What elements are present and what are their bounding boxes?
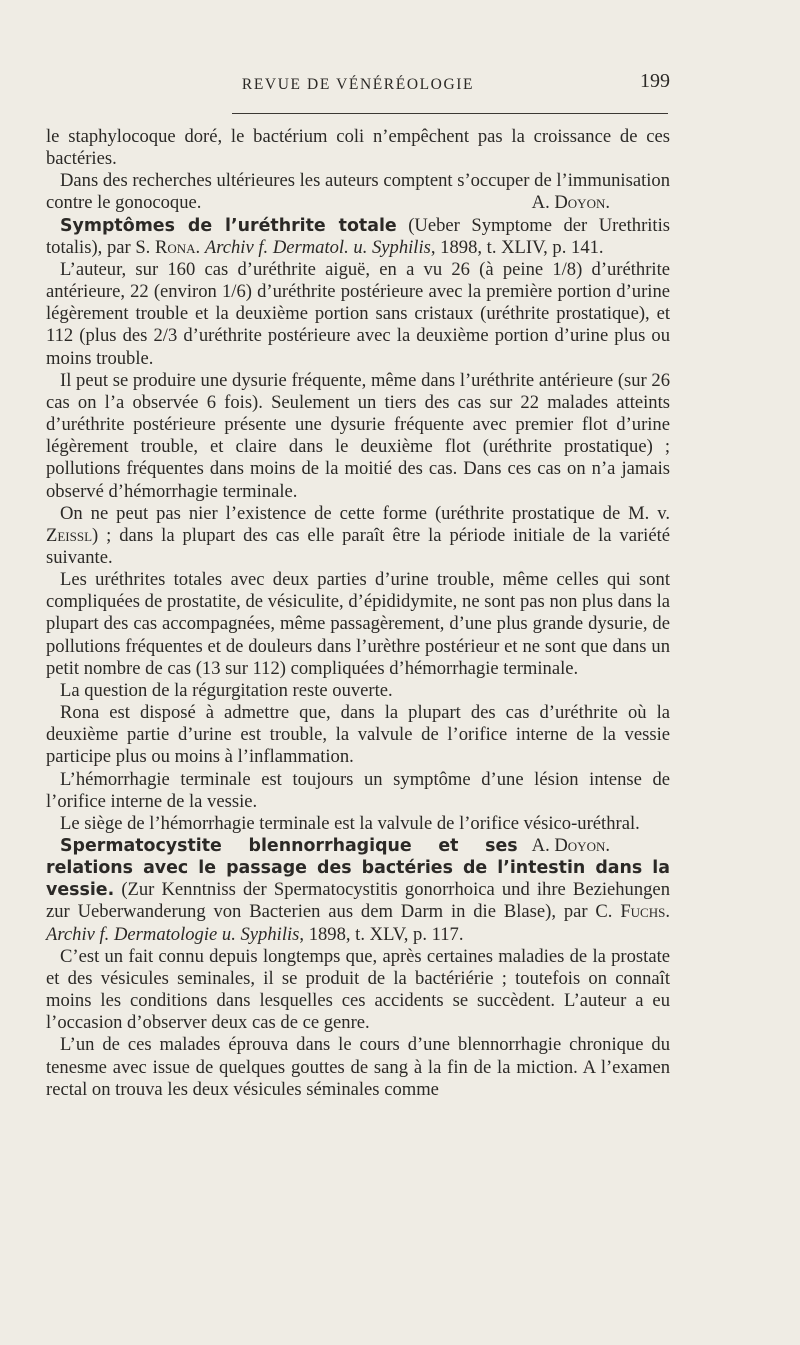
- article-author-2: Fuchs: [620, 901, 666, 923]
- article-ref-1a: (Ueber Symptome der Urethritis totalis), par S.: [46, 214, 670, 258]
- body-text: [46, 126, 670, 1101]
- paragraph-5: [46, 503, 670, 569]
- paragraph-11: C’est un fait connu depuis longtemps que, après certaines maladies de la prostate et des vésicules seminales, il se produit de la bactériérie ; toutefois on connaît moins les conditions dans lesquelles ces accidents se succèdent. L’auteur a eu l’occasion d’observer deux cas de ce genre.: [46, 945, 670, 1034]
- paragraph-5a: On ne peut pas nier l’existence de cette forme (uréthrite prostatique de M. v.: [60, 502, 670, 524]
- page-number: 199: [640, 70, 670, 92]
- article-ref-2b: .: [665, 901, 670, 923]
- paragraph-10-text: Le siège de l’hémorrhagie terminale est la valvule de l’orifice vésico-uréthral.: [60, 812, 640, 834]
- paragraph-5-name: Zeissl: [46, 524, 93, 546]
- page-header: [46, 70, 670, 100]
- signature: A. Doyon.: [531, 192, 610, 214]
- paragraph-2: [46, 170, 670, 214]
- article-ref-1c: , 1898, t. XLIV, p. 141.: [430, 236, 604, 258]
- article-journal-2: Archiv f. Dermatologie u. Syphilis: [46, 923, 300, 945]
- article-author-1: Rona: [154, 236, 196, 258]
- paragraph-10: [46, 812, 670, 856]
- paragraph-6: Les uréthrites totales avec deux parties d’urine trouble, même celles qui sont compliquées de prostatite, de vésiculite, d’épididymite, ne sont pas non plus dans la plupart des cas accompagnées, même passagèrement, d’une plus grande dysurie, de pollutions fréquentes et de douleurs dans l’urèthre postérieur et ne sont que dans un petit nombre de cas (13 sur 112) compliquées d’hémorrhagie terminale.: [46, 569, 670, 679]
- paragraph-7: La question de la régurgitation reste ouverte.: [60, 679, 393, 701]
- running-title: REVUE DE VÉNÉRÉOLOGIE: [241, 76, 475, 93]
- article-journal-1: Archiv f. Dermatol. u. Syphilis: [204, 236, 431, 258]
- header-rule: [232, 113, 668, 114]
- article-title-2: Spermatocystite blennorrhagique et ses relations avec le passage des bactéries de l’intestin dans la vessie.: [46, 836, 670, 901]
- article-ref-1b: .: [195, 236, 205, 258]
- paragraph-3: L’auteur, sur 160 cas d’uréthrite aiguë, en a vu 26 (à peine 1/8) d’uréthrite antérieure, 22 (environ 1/6) d’uréthrite postérieure avec la première portion d’urine légèrement trouble et la deuxième portion sans cristaux (uréthrite prostatique), et 112 (plus des 2/3 d’uréthrite postérieure avec la deuxième portion d’urine plus ou moins trouble.: [46, 258, 670, 369]
- article-title-1: Symptômes de l’uréthrite totale: [60, 215, 397, 236]
- paragraph-12: L’un de ces malades éprouva dans le cours d’une blennorrhagie chronique du tenesme avec issue de quelques gouttes de sang à la fin de la miction. A l’examen rectal on trouva les deux vésicules séminales comme: [46, 1034, 670, 1100]
- article-ref-2a: (Zur Kenntniss der Spermatocystitis gonorrhoica und ihre Beziehungen zur Ueberwanderung von Bacterien aus dem Darm in die Blase), par C.: [46, 879, 670, 923]
- paragraph-5b: ) ; dans la plupart des cas elle paraît être la période initiale de la variété suivante.: [46, 524, 670, 568]
- paragraph-2-text: Dans des recherches ultérieures les auteurs comptent s’occuper de l’immunisation contre le gonocoque.: [46, 170, 670, 214]
- paragraph-4: Il peut se produire une dysurie fréquente, même dans l’uréthrite antérieure (sur 26 cas on l’a observée 6 fois). Seulement un tiers des cas sur 22 malades atteints d’uréthrite postérieure présente une dysurie fréquente avec premier flot d’urine légèrement trouble, et claire dans le deuxième flot (uréthrite prostatique) ; pollutions fréquentes dans moins de la moitié des cas. Dans ces cas on n’a jamais observé d’hémorrhagie terminale.: [46, 369, 670, 502]
- article-ref-2c: , 1898, t. XLV, p. 117.: [299, 923, 464, 945]
- paragraph-1: le staphylocoque doré, le bactérium coli n’empêchent pas la croissance de ces bactéries.: [46, 126, 670, 170]
- article-heading-1: [46, 215, 670, 259]
- paragraph-8: Rona est disposé à admettre que, dans la plupart des cas d’uréthrite où la deuxième partie d’urine est trouble, la valvule de l’orifice interne de la vessie participe plus ou moins à l’inflammation.: [46, 702, 670, 768]
- paragraph-9: L’hémorrhagie terminale est toujours un symptôme d’une lésion intense de l’orifice interne de la vessie.: [46, 768, 670, 812]
- signature: A. Doyon.: [531, 835, 610, 856]
